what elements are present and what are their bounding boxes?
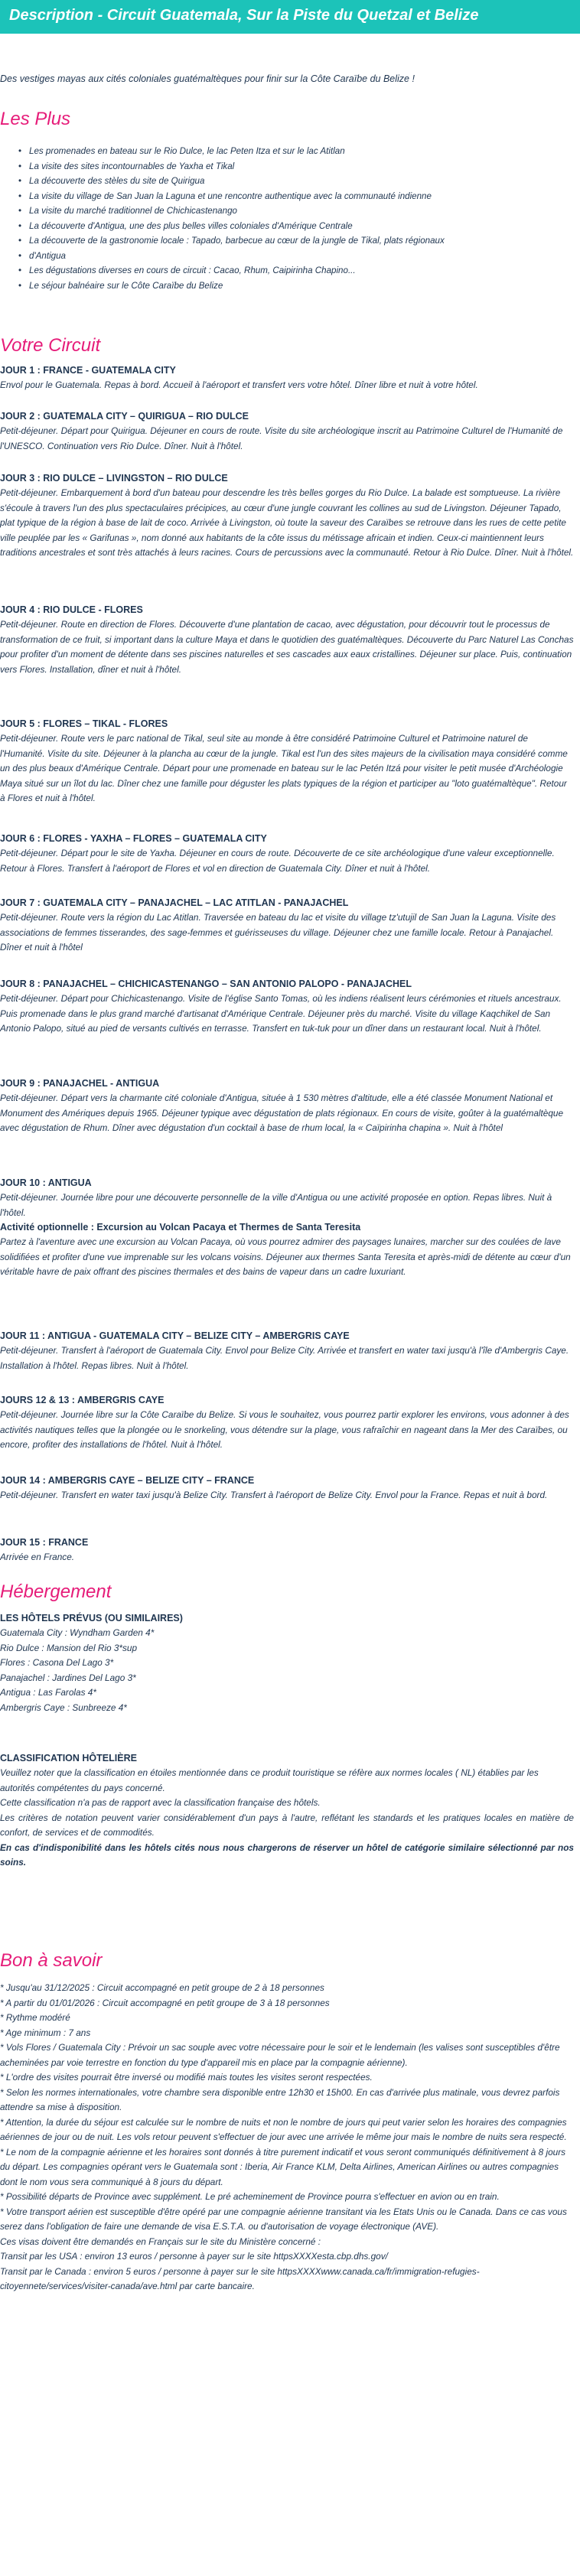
- day-block: [0, 603, 574, 677]
- list-item: • Les promenades en bateau sur le Rio Dulce, le lac Peten Itza et sur le lac Atitlan: [29, 144, 519, 159]
- day-text: Petit-déjeuner. Journée libre sur la Côte Caraïbe du Belize. Si vous le souhaitez, vous pourrez partir explorer les environs, vous adonner à des activités nautiques telles que la plongée ou le snorkeling, vous détendre sur la plage, vous rafraîchir en nageant dans la Mer des Caraïbes, ou encore, profiter des installations de l'hôtel. Nuit à l'hôtel.: [0, 1409, 569, 1450]
- page-title: Description - Circuit Guatemala, Sur la Piste du Quetzal et Belize: [0, 0, 580, 34]
- day-text: Petit-déjeuner. Départ pour Quirigua. Déjeuner en cours de route. Visite du site archéologique inscrit au Patrimoine Culturel de l'Humanité de l'UNESCO. Continuation vers Rio Dulce. Dîner. Nuit à l'hôtel.: [0, 425, 563, 451]
- hotels-title: LES HÔTELS PRÉVUS (OU SIMILAIRES): [0, 1613, 183, 1623]
- section-heading-plus: Les Plus: [0, 109, 71, 129]
- hotel-line: Rio Dulce : Mansion del Rio 3*sup: [0, 1642, 138, 1653]
- day-title: JOUR 11 : ANTIGUA - GUATEMALA CITY – BELIZE CITY – AMBERGRIS CAYE: [0, 1330, 350, 1341]
- hotels-block: [0, 1611, 574, 1715]
- day-title: JOUR 1 : FRANCE - GUATEMALA CITY: [0, 365, 176, 376]
- list-item: • La découverte de la gastronomie locale : Tapado, barbecue au cœur de la jungle de Tikal, plats régionaux: [29, 233, 519, 249]
- day-block: [0, 1176, 574, 1280]
- day-text: Petit-déjeuner. Départ pour le site de Yaxha. Déjeuner en cours de route. Découverte de ce site archéologique d'une valeur exceptionnelle. Retour à Flores. Transfert à l'aéroport de Flores et vol en direction de Guatemala City. Dîner et nuit à l'hôtel.: [0, 848, 555, 874]
- day-block: [0, 1536, 574, 1565]
- day-title: JOUR 14 : AMBERGRIS CAYE – BELIZE CITY – FRANCE: [0, 1475, 255, 1486]
- intro-text: Des vestiges mayas aux cités coloniales guatémaltèques pour finir sur la Côte Caraïbe du Belize !: [0, 73, 415, 84]
- classification-text: Les critères de notation peuvent varier considérablement d'un pays à l'autre, reflétant les standards et les pratiques locales en matière de confort, de services et de commodités.: [0, 1812, 574, 1838]
- list-item: • La découverte d'Antigua, une des plus belles villes coloniales d'Amérique Centrale: [29, 219, 519, 234]
- day-title: JOUR 2 : GUATEMALA CITY – QUIRIGUA – RIO DULCE: [0, 411, 249, 422]
- day-block: [0, 1474, 574, 1503]
- day-block: [0, 409, 574, 454]
- day-title: JOUR 6 : FLORES - YAXHA – FLORES – GUATEMALA CITY: [0, 833, 267, 844]
- day-block: [0, 1076, 574, 1136]
- day-block: [0, 896, 574, 956]
- classification-block: [0, 1751, 574, 1871]
- day-title: JOUR 9 : PANAJACHEL - ANTIGUA: [0, 1078, 160, 1089]
- day-title: JOUR 5 : FLORES – TIKAL - FLORES: [0, 718, 168, 729]
- day-title: JOUR 8 : PANAJACHEL – CHICHICASTENANGO – SAN ANTONIO PALOPO - PANAJACHEL: [0, 979, 412, 989]
- section-heading-hebergement: Hébergement: [0, 1581, 112, 1602]
- classification-text: Veuillez noter que la classification en étoiles mentionnée dans ce produit touristique se réfère aux normes locales ( NL) établies par les autorités compétentes du pays concerné.: [0, 1767, 539, 1793]
- list-item: • La visite du village de San Juan la Laguna et une rencontre authentique avec la communauté indienne: [29, 189, 519, 204]
- day-text: Petit-déjeuner. Transfert en water taxi jusqu'à Belize City. Transfert à l'aéroport de Belize City. Envol pour la France. Repas et nuit à bord.: [0, 1490, 548, 1500]
- option-text: Partez à l'aventure avec une excursion au Volcan Pacaya, où vous pourrez admirer des paysages lunaires, marcher sur des coulées de lave solidifiées et profiter d'une vue imprenable sur les volcans voisins. Déjeuner aux thermes Santa Teresita et après-midi de détente au cœur d'un véritable havre de paix offrant des piscines thermales et des bains de vapeur dans un cadre luxuriant.: [0, 1236, 571, 1277]
- hotel-line: Flores : Casona Del Lago 3*: [0, 1657, 114, 1668]
- day-text: Petit-déjeuner. Route vers la région du Lac Atitlan. Traversée en bateau du lac et visite du village tz'utujil de San Juan la Laguna. Visite des associations de femmes tisserandes, des sage-femmes et guérisseuses du village. Déjeuner chez une famille locale. Retour à Panajachel. Dîner et nuit à l'hôtel: [0, 912, 556, 953]
- day-block: [0, 1393, 574, 1453]
- hotel-line: Ambergris Caye : Sunbreeze 4*: [0, 1702, 127, 1713]
- day-block: [0, 717, 574, 806]
- list-item: • La visite des sites incontournables de Yaxha et Tikal: [29, 159, 519, 174]
- day-title: JOUR 7 : GUATEMALA CITY – PANAJACHEL – LAC ATITLAN - PANAJACHEL: [0, 897, 349, 908]
- availability-note: En cas d'indisponibilité dans les hôtels cités nous nous chargerons de réserver un hôtel de catégorie similaire sélectionné par nos soins.: [0, 1842, 574, 1868]
- section-heading-bon-a-savoir: Bon à savoir: [0, 1950, 103, 1971]
- classification-text: Cette classification n'a pas de rapport avec la classification française des hôtels.: [0, 1797, 321, 1808]
- list-item: • Les dégustations diverses en cours de circuit : Cacao, Rhum, Caipirinha Chapino...: [29, 263, 519, 278]
- list-item: • Le séjour balnéaire sur le Côte Caraïbe du Belize: [29, 278, 519, 294]
- hotel-line: Panajachel : Jardines Del Lago 3*: [0, 1672, 136, 1683]
- classification-title: CLASSIFICATION HÔTELIÈRE: [0, 1753, 137, 1763]
- day-text: Petit-déjeuner. Embarquement à bord d'un bateau pour descendre les très belles gorges du Rio Dulce. La balade est somptueuse. La rivière s'écoule à travers l'un des plus spectaculaires précipices, au cœur d'une jungle couvrant les collines au sud de Livingston. Déjeuner Tapado, plat typique de la région à base de lait de coco. Arrivée à Livingston, où toute la saveur des Caraïbes se retrouve dans les rues de cette petite ville peuplée par les « Garifunas », nom donné aux habitants de la côte issus du métissage africain et indien. Ceux-ci maintiennent leurs traditions ancestrales et sont très attachés à leurs racines. Cours de percussions avec la communauté. Retour à Rio Dulce. Dîner. Nuit à l'hôtel.: [0, 487, 574, 558]
- day-text: Arrivée en France.: [0, 1552, 75, 1562]
- list-item: • La visite du marché traditionnel de Chichicastenango: [29, 204, 519, 219]
- plus-list: [29, 144, 519, 293]
- hotel-line: Antigua : Las Farolas 4*: [0, 1687, 96, 1698]
- day-block: [0, 977, 574, 1037]
- bon-a-savoir-text: * Jusqu'au 31/12/2025 : Circuit accompagné en petit groupe de 2 à 18 personnes * A partir du 01/01/2026 : Circuit accompagné en petit groupe de 3 à 18 personnes * Rythme modéré * Age minimum : 7 ans * Vols Flores / Guatemala City : Prévoir un sac souple avec votre nécessaire pour le soir et le lendemain (les valises sont susceptibles d'être acheminées par voie terrestre en fonction du type d'appareil mis en place par la compagnie aérienne). * L'ordre des visites pourrait être inversé ou modifié mais toutes les visites seront respectées. * Selon les normes internationales, votre chambre sera disponible entre 12h30 et 15h00. En cas d'arrivée plus matinale, vous devrez parfois attendre sa mise à disposition. * Attention, la durée du séjour est calculée sur le nombre de nuits et non le nombre de jours qui peut varier selon les horaires des compagnies aériennes de jour ou de nuit. Les vols retour peuvent s'effectuer de jour avec une arrivée le même jour mais le nombre de nuits sera respecté. * Le nom de la compagnie aérienne et les horaires sont donnés à titre purement indicatif et vous seront communiqués définitivement à 8 jours du départ. Les compagnies opérant vers le Guatemala sont : Iberia, Air France KLM, Delta Airlines, American Airlines ou autres compagnies dont le nom vous sera communiqué à 8 jours du départ. * Possibilité départs de Province avec supplément. Le pré acheminement de Province pourra s'effectuer en avion ou en train. * Votre transport aérien est susceptible d'être opéré par une compagnie aérienne transitant via les Etats Unis ou le Canada. Dans ce cas vous serez dans l'obligation de faire une demande de visa E.S.T.A. ou d'autorisation de voyage électronique (AVE). Ces visas doivent être demandés en Français sur le site du Ministère concerné : Transit par les USA : environ 13 euros / personne à payer sur le site httpsXXXXesta.cbp.dhs.gov/ Transit par le Canada : environ 5 euros / personne à payer sur le site httpsXXXXwww.canada.ca/fr/immigration-refugies-citoyennete/services/visiter-canada/ave.html par carte bancaire.: [0, 1982, 567, 2291]
- day-block: [0, 363, 574, 393]
- list-item-continuation: • d'Antigua: [29, 249, 519, 264]
- hotel-line: Guatemala City : Wyndham Garden 4*: [0, 1627, 155, 1638]
- day-block: [0, 471, 574, 561]
- day-title: JOUR 3 : RIO DULCE – LIVINGSTON – RIO DULCE: [0, 473, 228, 484]
- list-item: • La découverte des stèles du site de Quirigua: [29, 174, 519, 189]
- option-title: Activité optionnelle : Excursion au Volcan Pacaya et Thermes de Santa Teresita: [0, 1222, 361, 1233]
- day-text: Petit-déjeuner. Transfert à l'aéroport de Guatemala City. Envol pour Belize City. Arrivée et transfert en water taxi jusqu'à l'île d'Ambergris Caye. Installation à l'hôtel. Repas libres. Nuit à l'hôtel.: [0, 1345, 569, 1371]
- section-heading-circuit: Votre Circuit: [0, 335, 101, 356]
- day-text: Petit-déjeuner. Route en direction de Flores. Découverte d'une plantation de cacao, avec dégustation, pour découvrir tout le processus de transformation de ce fruit, si important dans la culture Maya et dans le quotidien des guatémaltèques. Découverte du Parc Naturel Las Conchas pour profiter d'un moment de détente dans ses piscines naturelles et ses cascades aux eaux cristallines. Déjeuner sur place. Puis, continuation vers Flores. Installation, dîner et nuit à l'hôtel.: [0, 619, 574, 675]
- day-title: JOUR 15 : FRANCE: [0, 1537, 89, 1548]
- day-text: Petit-déjeuner. Route vers le parc national de Tikal, seul site au monde à être considéré Patrimoine Culturel et Patrimoine naturel de l'Humanité. Visite du site. Déjeuner à la plancha au cœur de la jungle. Tikal est l'un des sites majeurs de la civilisation maya considéré comme un des plus beaux d'Amérique Centrale. Départ pour une promenade en bateau sur le lac Petén Itzá pour visiter le petit musée d'Archéologie Maya situé sur un îlot du lac. Dîner chez une famille pour déguster les plats typiques de la région et participer au "loto guatémaltèque". Retour à Flores et nuit à l'hôtel.: [0, 733, 568, 803]
- day-title: JOURS 12 & 13 : AMBERGRIS CAYE: [0, 1395, 165, 1405]
- day-text: Petit-déjeuner. Départ pour Chichicastenango. Visite de l'église Santo Tomas, où les indiens réalisent leurs cérémonies et rituels ancestraux. Puis promenade dans le plus grand marché d'artisanat d'Amérique Centrale. Déjeuner près du marché. Visite du village Kaqchikel de San Antonio Palopo, situé au pied de versants cultivés en terrasse. Transfert en tuk-tuk pour un dîner dans un restaurant local. Nuit à l'hôtel.: [0, 993, 562, 1034]
- day-text: Petit-déjeuner. Départ vers la charmante cité coloniale d'Antigua, située à 1 530 mètres d'altitude, elle a été classée Monument National et Monument des Amériques depuis 1965. Déjeuner typique avec dégustation de plats régionaux. En cours de visite, goûter à la guatémaltèque avec dégustation de Rhum. Dîner avec dégustation d'un cocktail à base de rhum local, la « Caïpirinha chapina ». Nuit à l'hôtel: [0, 1093, 564, 1133]
- day-title: JOUR 4 : RIO DULCE - FLORES: [0, 604, 143, 615]
- day-title: JOUR 10 : ANTIGUA: [0, 1177, 92, 1188]
- day-block: [0, 832, 574, 876]
- day-block: [0, 1329, 574, 1373]
- day-text: Petit-déjeuner. Journée libre pour une découverte personnelle de la ville d'Antigua ou une activité proposée en option. Repas libres. Nuit à l'hôtel.: [0, 1192, 552, 1218]
- day-text: Envol pour le Guatemala. Repas à bord. Accueil à l'aéroport et transfert vers votre hôtel. Dîner libre et nuit à votre hôtel.: [0, 379, 478, 390]
